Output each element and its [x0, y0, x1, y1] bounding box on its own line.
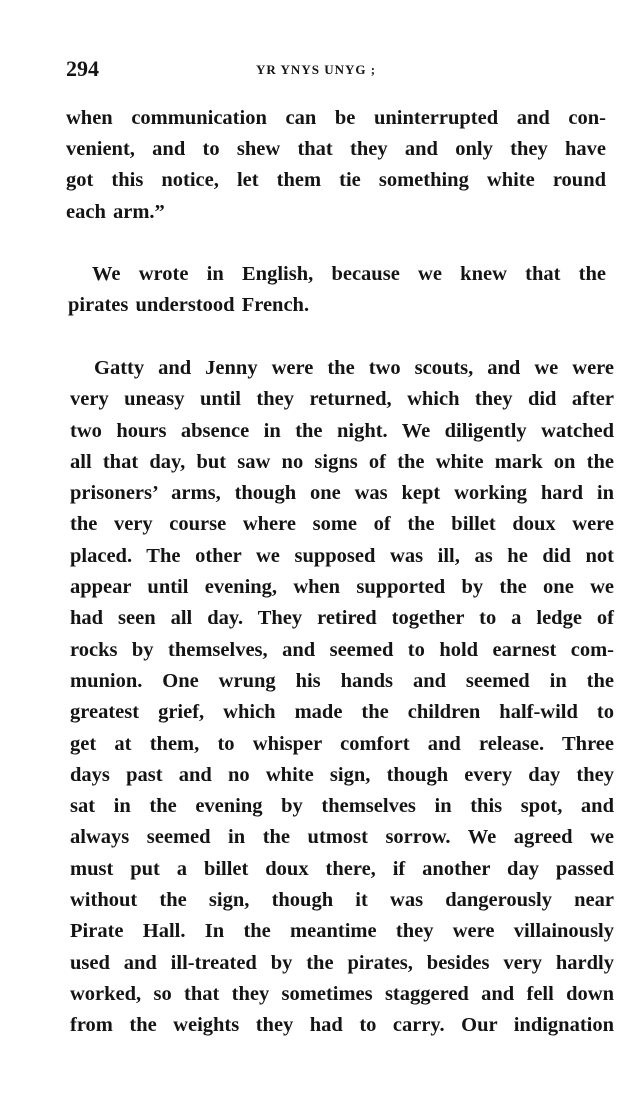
text-line: placed. The other we supposed was ill, as he did not [70, 544, 614, 567]
text-line: very uneasy until they returned, which they did after [70, 388, 614, 411]
text-line: get at them, to whisper comfort and release. Three [70, 732, 614, 755]
text-line: from the weights they had to carry. Our indignation [70, 1014, 614, 1037]
text-line: two hours absence in the night. We diligently watched [70, 419, 614, 442]
text-line: We wrote in English, because we knew that the [92, 263, 606, 285]
text-line: greatest grief, which made the children half-wild to [70, 701, 614, 724]
text-line: appear until evening, when supported by the one we [70, 576, 614, 599]
page-header [66, 56, 606, 86]
text-line: used and ill-treated by the pirates, besides very hardly [70, 951, 614, 974]
text-line: venient, and to shew that they and only they have [66, 138, 606, 161]
text-line: days past and no white sign, though every day they [70, 763, 614, 786]
running-head: YR YNYS UNYG ; [256, 62, 377, 77]
text-line: got this notice, let them tie something white round [66, 169, 606, 192]
text-line: pirates understood French. [68, 294, 310, 317]
text-line: sat in the evening by themselves in this spot, and [70, 795, 614, 818]
text-line: worked, so that they sometimes staggered and fell down [70, 982, 614, 1005]
page-number: 294 [66, 56, 99, 81]
paragraph-1 [66, 103, 606, 228]
text-line: all that day, but saw no signs of the white mark on the [70, 450, 614, 473]
text-line: had seen all day. They retired together to a ledge of [70, 607, 614, 630]
text-line: rocks by themselves, and seemed to hold earnest com- [70, 638, 614, 661]
text-line: must put a billet doux there, if another day passed [70, 857, 614, 880]
text-line: each arm.” [66, 200, 165, 223]
text-line: without the sign, though it was dangerously near [70, 889, 614, 912]
text-line: when communication can be uninterrupted and con- [66, 107, 606, 129]
text-line: Gatty and Jenny were the two scouts, and we were [94, 357, 614, 379]
text-line: Pirate Hall. In the meantime they were villainously [70, 920, 614, 943]
text-line: the very course where some of the billet doux were [70, 513, 614, 536]
text-line: munion. One wrung his hands and seemed in the [70, 669, 614, 692]
paragraph-2 [68, 259, 606, 321]
text-line: always seemed in the utmost sorrow. We agreed we [70, 826, 614, 849]
paragraph-3 [70, 353, 614, 1042]
text-line: prisoners’ arms, though one was kept working hard in [70, 482, 614, 505]
